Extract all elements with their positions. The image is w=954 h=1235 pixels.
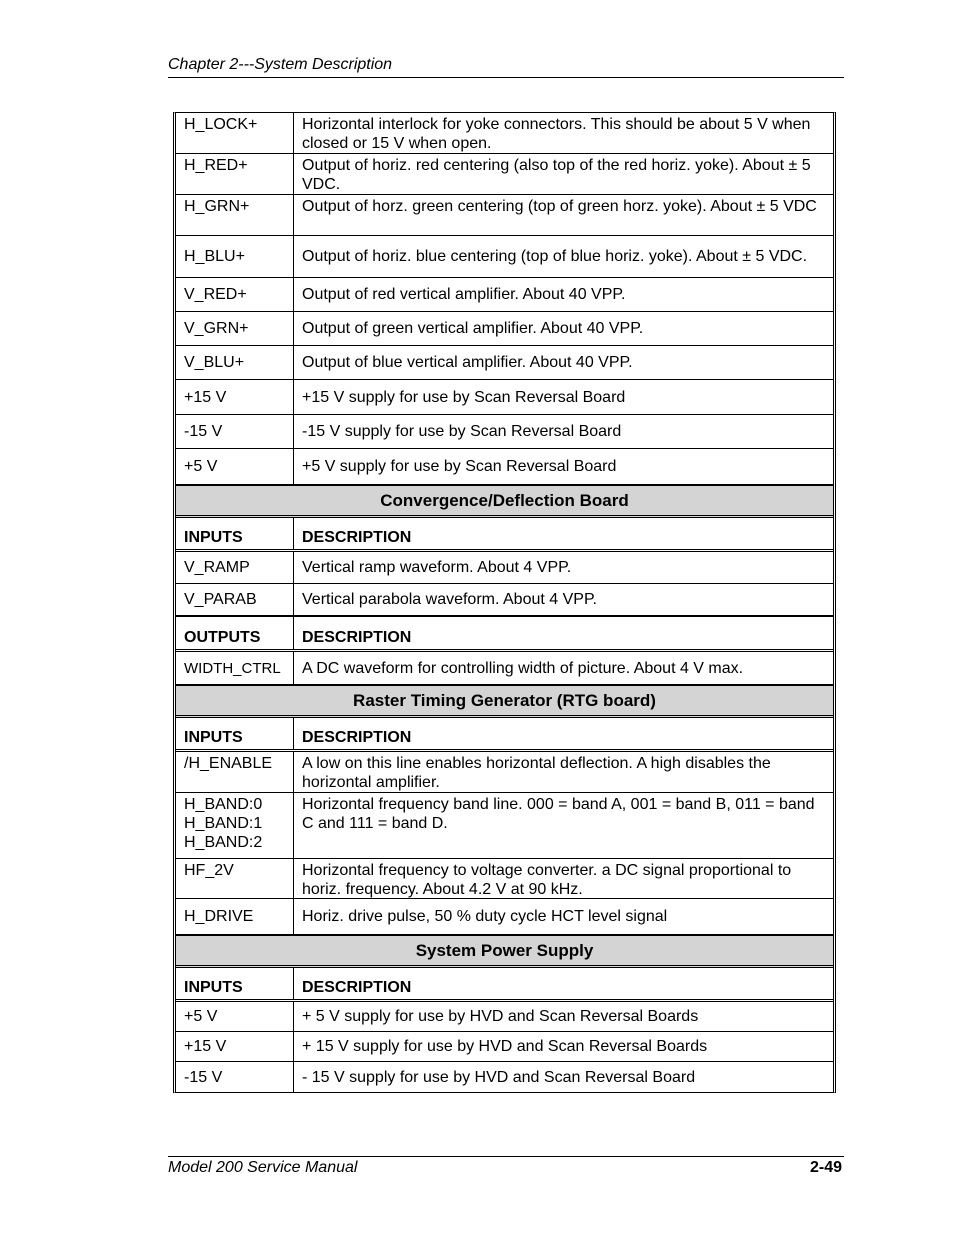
signal-name: H_LOCK+ (176, 113, 294, 153)
signal-description: A DC waveform for controlling width of picture. About 4 V max. (302, 659, 744, 677)
table-row (176, 793, 833, 859)
signal-name: H_BLU+ (176, 236, 294, 277)
page-header: Chapter 2---System Description (168, 56, 393, 73)
signal-name: V_RAMP (176, 552, 294, 583)
signal-name: +15 V (176, 1032, 294, 1061)
table-row (176, 278, 833, 312)
signal-description: Horiz. drive pulse, 50 % duty cycle HCT level signal (302, 908, 668, 925)
signal-description: + 5 V supply for use by HVD and Scan Reversal Boards (302, 1008, 699, 1025)
signal-name: V_GRN+ (176, 312, 294, 345)
signal-description: -15 V supply for use by Scan Reversal Board (302, 423, 622, 440)
signal-name: H_RED+ (176, 154, 294, 194)
table-row (176, 552, 833, 584)
signal-name: -15 V (176, 1062, 294, 1092)
table-row (176, 312, 833, 346)
table-header-row (176, 518, 833, 552)
signal-description: +15 V supply for use by Scan Reversal Board (302, 388, 626, 406)
signal-description: Output of horiz. red centering (also top of the red horiz. yoke). About ± 5 VDC. (302, 157, 811, 193)
signal-name: /H_ENABLE (176, 752, 294, 792)
table-row (176, 1032, 833, 1062)
section-title-power: System Power Supply (176, 934, 833, 968)
signal-description: Output of red vertical amplifier. About 40 VPP. (302, 286, 626, 303)
table-row (176, 899, 833, 934)
table-row (176, 752, 833, 793)
table-row (176, 154, 833, 195)
signal-description: Horizontal frequency band line. 000 = band A, 001 = band B, 011 = band C and 111 = band D. (302, 796, 815, 832)
signal-name: +5 V (176, 1002, 294, 1031)
signal-name: +15 V (176, 380, 294, 414)
column-header-inputs: INPUTS (176, 968, 294, 999)
table-row (176, 1062, 833, 1092)
signal-description: Horizontal frequency to voltage converter. a DC signal proportional to horiz. frequency. About 4.2 V at 90 kHz. (302, 862, 792, 898)
table-row (176, 346, 833, 380)
signal-name: V_RED+ (176, 278, 294, 311)
table-row (176, 449, 833, 484)
signal-description: Output of blue vertical amplifier. About 40 VPP. (302, 354, 633, 371)
signal-description: Output of horz. green centering (top of green horz. yoke). About ± 5 VDC (302, 198, 817, 215)
table-row (176, 236, 833, 278)
footer-rule (168, 1156, 844, 1157)
table-header-row (176, 617, 833, 652)
table-row (176, 584, 833, 617)
column-header-description: DESCRIPTION (302, 629, 412, 646)
column-header-inputs: INPUTS (176, 718, 294, 749)
signal-name: HF_2V (176, 859, 294, 898)
column-header-description: DESCRIPTION (302, 529, 412, 546)
signal-name: WIDTH_CTRL (176, 652, 294, 684)
signal-description: Output of green vertical amplifier. About 40 VPP. (302, 320, 644, 337)
signal-description: Vertical parabola waveform. About 4 VPP. (302, 591, 597, 608)
signal-name: +5 V (176, 449, 294, 484)
signal-name: V_PARAB (176, 584, 294, 615)
column-header-outputs: OUTPUTS (176, 617, 294, 649)
signal-description: +5 V supply for use by Scan Reversal Board (302, 458, 617, 475)
signal-description: Horizontal interlock for yoke connectors. This should be about 5 V when closed or 15 V when open. (302, 116, 811, 152)
header-rule (168, 77, 844, 78)
table-header-row (176, 968, 833, 1002)
signal-description: - 15 V supply for use by HVD and Scan Reversal Board (302, 1068, 696, 1086)
table-row (176, 195, 833, 236)
table-row (176, 652, 833, 684)
signal-description: + 15 V supply for use by HVD and Scan Reversal Boards (302, 1038, 708, 1055)
table-row (176, 1002, 833, 1032)
signal-description: Vertical ramp waveform. About 4 VPP. (302, 559, 572, 576)
table-row (176, 415, 833, 449)
signal-name: V_BLU+ (176, 346, 294, 379)
signal-name: H_BAND:0 H_BAND:1 H_BAND:2 (176, 793, 294, 858)
page-number: 2-49 (809, 1159, 842, 1176)
column-header-description: DESCRIPTION (302, 729, 412, 746)
signal-table (173, 112, 836, 1093)
table-row (176, 380, 833, 415)
signal-name: H_DRIVE (176, 899, 294, 934)
table-row (176, 113, 833, 154)
signal-description: Output of horiz. blue centering (top of blue horiz. yoke). About ± 5 VDC. (302, 248, 808, 265)
section-title-convergence: Convergence/Deflection Board (176, 484, 833, 518)
section-title-rtg: Raster Timing Generator (RTG board) (176, 684, 833, 718)
signal-name: H_GRN+ (176, 195, 294, 235)
table-row (176, 859, 833, 899)
column-header-inputs: INPUTS (176, 518, 294, 549)
signal-name: -15 V (176, 415, 294, 448)
signal-description: A low on this line enables horizontal deflection. A high disables the horizontal amplifier. (302, 755, 771, 791)
column-header-description: DESCRIPTION (302, 979, 412, 996)
manual-title: Model 200 Service Manual (168, 1159, 358, 1176)
table-header-row (176, 718, 833, 752)
